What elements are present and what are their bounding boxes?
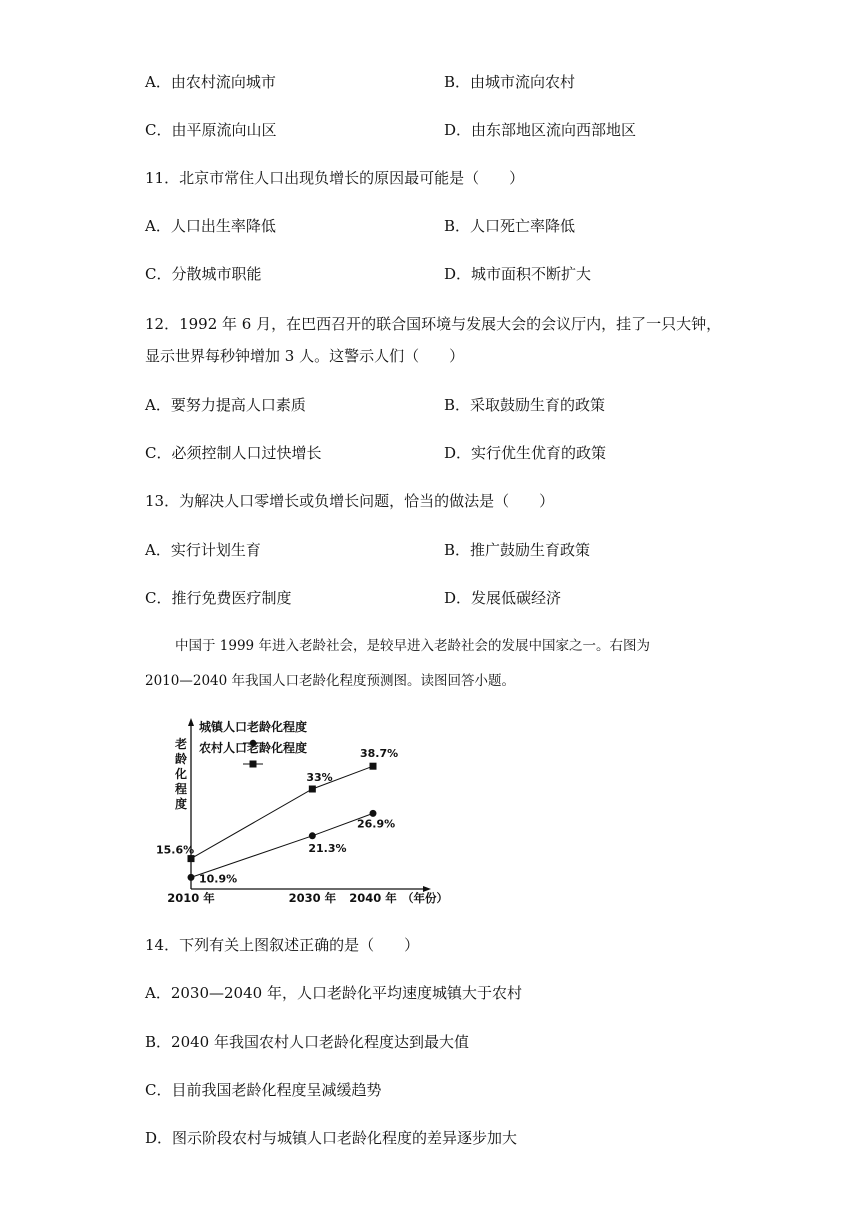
q13-option-d: D．发展低碳经济 [444,589,562,607]
data-point [309,786,316,793]
series-markers [188,763,377,881]
intro-line-2: 2010—2040 年我国人口老龄化程度预测图。读图回答小题。 [145,673,516,689]
question-12-stem-line1: 12．1992 年 6 月，在巴西召开的联合国环境与发展大会的会议厅内，挂了一只大钟， [145,315,722,333]
q14-option-c: C．目前我国老龄化程度呈减缓趋势 [145,1081,382,1099]
legend-label: 农村人口老龄化程度 [199,741,308,755]
data-label: 10.9% [199,872,238,886]
y-axis-label-char: 老 [174,737,188,751]
q13-option-b: B．推广鼓励生育政策 [444,541,591,559]
y-axis-arrow [188,718,194,726]
series-lines [191,766,373,877]
q12-option-c: C．必须控制人口过快增长 [145,444,322,462]
data-label: 21.3% [308,841,347,855]
data-label: 15.6% [156,843,195,857]
data-label: 26.9% [357,817,396,831]
q12-option-a: A．要努力提高人口素质 [145,396,306,414]
data-point [188,874,195,881]
x-tick-label: 2040 年 [349,891,397,905]
data-point [370,810,377,817]
chart-legend [199,719,307,768]
x-tick-label: 2010 年 [167,891,215,905]
option-b: B．由城市流向农村 [444,73,576,91]
option-a: A．由农村流向城市 [145,73,276,91]
option-c: C．由平原流向山区 [145,121,277,139]
legend-marker [250,761,257,768]
q11-option-b: B．人口死亡率降低 [444,217,576,235]
y-axis-label [174,736,187,811]
x-tick-labels [167,891,448,905]
option-d: D．由东部地区流向西部地区 [444,121,637,139]
data-point [370,763,377,770]
intro-line-1: 中国于 1999 年进入老龄社会，是较早进入老龄社会的发展中国家之一。右图为 [175,638,650,654]
q11-option-a: A．人口出生率降低 [145,217,276,235]
data-labels [156,747,398,885]
y-axis-label-char: 龄 [174,752,188,766]
question-14-stem: 14．下列有关上图叙述正确的是（ ） [145,936,420,954]
data-point [309,832,316,839]
q11-option-c: C．分散城市职能 [145,265,262,283]
y-axis-label-char: 程 [174,782,188,796]
x-unit-label: （年份） [402,891,448,905]
q12-option-d: D．实行优生优育的政策 [444,444,607,462]
x-tick-label: 2030 年 [288,891,337,905]
question-12-stem-line2: 显示世界每秒钟增加 3 人。这警示人们（ ） [145,347,465,365]
q14-option-a: A．2030—2040 年，人口老龄化平均速度城镇大于农村 [145,984,522,1002]
y-axis-label-char: 度 [174,797,188,811]
q11-option-d: D．城市面积不断扩大 [444,265,592,283]
question-13-stem: 13．为解决人口零增长或负增长问题，恰当的做法是（ ） [145,492,555,510]
q12-option-b: B．采取鼓励生育的政策 [444,396,606,414]
q14-option-b: B．2040 年我国农村人口老龄化程度达到最大值 [145,1033,469,1051]
aging-forecast-chart [150,716,450,916]
q13-option-c: C．推行免费医疗制度 [145,589,292,607]
legend-label: 城镇人口老龄化程度 [199,720,308,734]
q13-option-a: A．实行计划生育 [145,541,261,559]
data-label: 38.7% [360,747,399,761]
data-label: 33% [306,771,333,784]
y-axis-label-char: 化 [174,767,188,781]
question-11-stem: 11．北京市常住人口出现负增长的原因最可能是（ ） [145,169,525,187]
q14-option-d: D．图示阶段农村与城镇人口老龄化程度的差异逐步加大 [145,1129,518,1147]
